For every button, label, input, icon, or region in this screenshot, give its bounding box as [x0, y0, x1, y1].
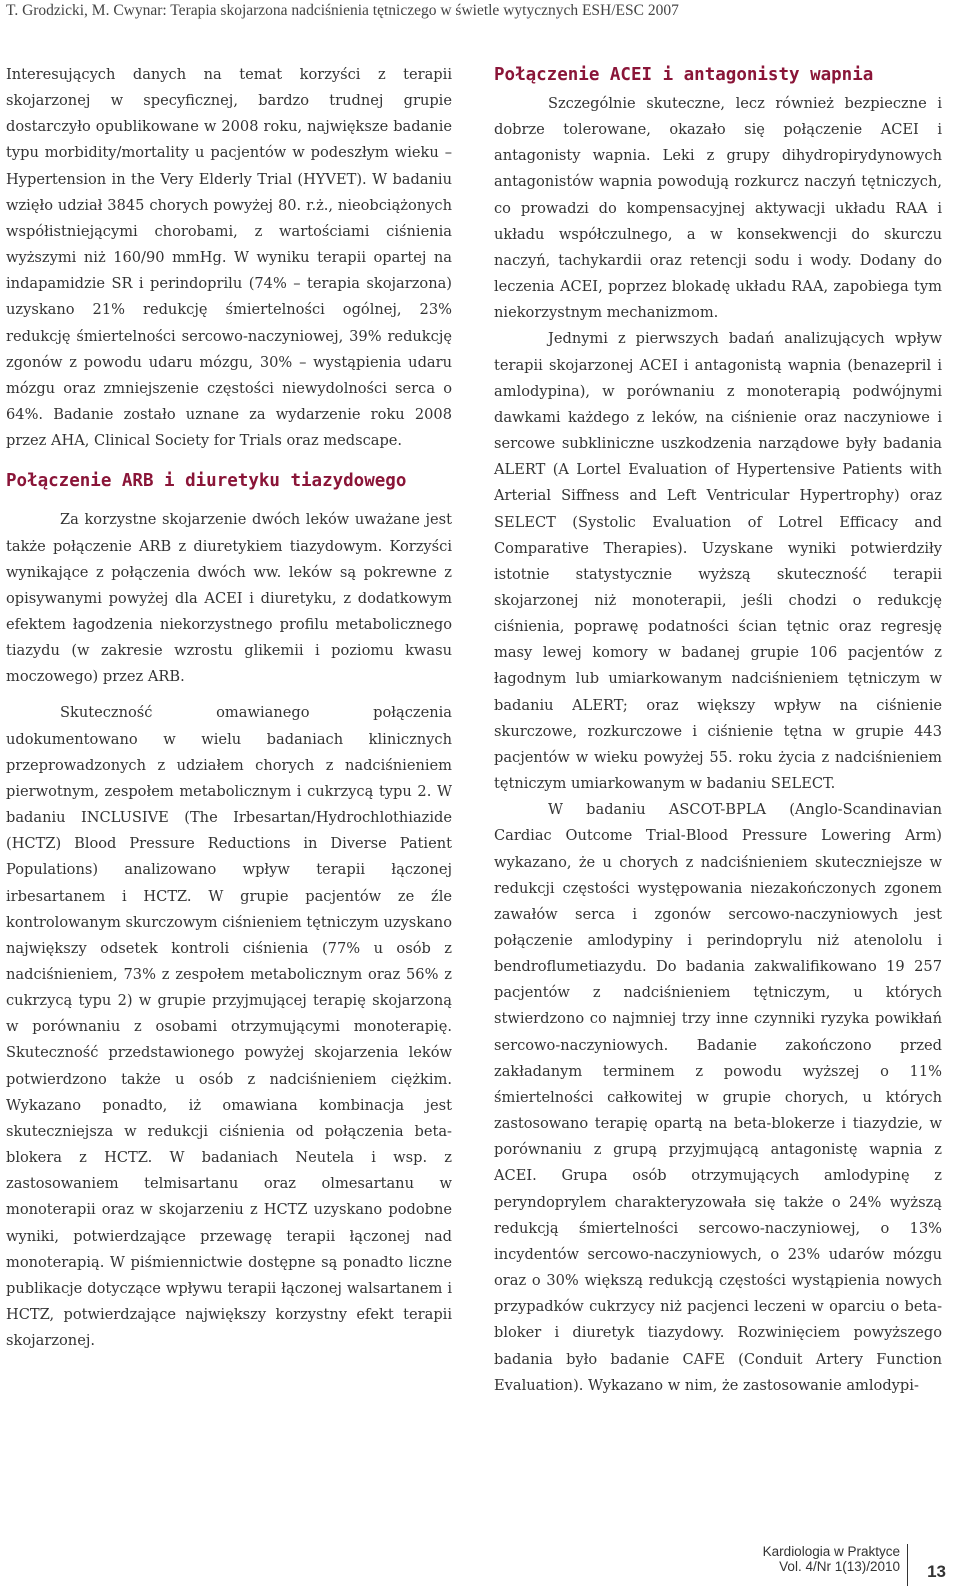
paragraph-alert-select: Jednymi z pierwszych badań analizujących wpływ terapii skojarzonej ACEI i antagonistą wapnia (benazepril i amlodypina), w porównaniu z monoterapią podwójnymi dawkami każdego z leków, na ciśnienie oraz naczyniowe i sercowe subkliniczne uszkodzenia narządowe były badania ALERT (A Lortel Evaluation of Hypertensive Patients with Arterial Siffness and Left Ventricular Hypertrophy) oraz SELECT (Systolic Evaluation of Lotrel Efficacy and Comparative Therapies). Uzyskane wyniki potwierdziły istotnie statystycznie wyższą skuteczność terapii skojarzonej niż monoterapii, jeśli chodzi o redukcję ciśnienia, poprawę podatności ścian tętnic oraz regresję masy lewej komory w badanej grupie 106 pacjentów z łagodnym lub umiarkowanym nadciśnieniem tętniczym w badaniu ALERT; oraz większy wpływ na ciśnienie skurczowe, rozkurczowe i ciśnienie tętna w grupie 443 pacjentów w wieku powyżej 55. roku życia z nadciśnieniem tętniczym umiarkowanym w badaniu SELECT.	[494, 330, 942, 793]
section-heading-acei-calcium: Połączenie ACEI i antagonisty wapnia	[494, 65, 874, 85]
running-head: T. Grodzicki, M. Cwynar: Terapia skojarzona nadciśnienia tętniczego w świetle wytycznych ESH/ESC 2007	[6, 2, 679, 19]
right-column	[494, 62, 942, 1399]
section-heading-arb-diuretic: Połączenie ARB i diuretyku tiazydowego	[6, 471, 407, 492]
journal-name: Kardiologia w Praktyce	[762, 1544, 900, 1559]
paragraph-hyvet: Interesujących danych na temat korzyści z terapii skojarzonej w specyficznej, bardzo trudnej grupie dostarczyło opublikowane w 2008 roku, największe badanie typu morbidity/mortality u pacjentów w podeszłym wieku – Hypertension in the Very Elderly Trial (HYVET). W badaniu wzięło udział 3845 chorych powyżej 80. r.ż., nieobciążonych współistniejącymi chorobami, z wartościami ciśnienia wyższymi niż 160/90 mmHg. W wyniku terapii opartej na indapamidzie SR i perindoprilu (74% – terapia skojarzona) uzyskano 21% redukcję śmiertelności ogólnej, 23% redukcję śmiertelności sercowo-naczyniowej, 39% redukcję zgonów z powodu udaru mózgu, 30% – wystąpienia udaru mózgu oraz zmniejszenie częstości niewydolności serca o 64%. Badanie zostało uznane za wydarzenie roku 2008 przez AHA, Clinical Society for Trials oraz medscape.	[6, 66, 452, 450]
journal-volume: Vol. 4/Nr 1(13)/2010	[779, 1559, 900, 1574]
page-number: 13	[927, 1562, 946, 1581]
paragraph-arb-studies: Skuteczność omawianego połączenia udokumentowano w wielu badaniach klinicznych przeprowadzonych z udziałem chorych z nadciśnieniem pierwotnym, zespołem metabolicznym i cukrzycą typu 2. W badaniu INCLUSIVE (The Irbesartan/Hydrochlothiazide (HCTZ) Blood Pressure Reductions in Diverse Patient Populations) analizowano wpływ terapii łączonej irbesartanem i HCTZ. W grupie pacjentów ze źle kontrolowanym skurczowym ciśnieniem tętniczym uzyskano największy odsetek kontroli ciśnienia (77% u osób z nadciśnieniem, 73% z zespołem metabolicznym oraz 56% z cukrzycą typu 2) w grupie przyjmującej terapię skojarzoną w porównaniu z osobami otrzymującymi monoterapię. Skuteczność przedstawionego powyżej skojarzenia leków potwierdzono także u osób z nadciśnieniem ciężkim. Wykazano ponadto, iż omawiana kombinacja jest skuteczniejsza w redukcji ciśnienia od połączenia beta-blokera z HCTZ. W badaniach Neutela i wsp. z zastosowaniem telmisartanu oraz olmesartanu w monoterapii oraz w skojarzeniu z HCTZ uzyskano podobne wyniki, potwierdzające przewagę terapii łączonej nad monoterapią. W piśmiennictwie dostępne są ponadto liczne publikacje dotyczące wpływu terapii łączonej walsartanem i HCTZ, potwierdzające największy korzystny efekt terapii skojarzonej.	[6, 704, 452, 1350]
journal-info	[763, 1544, 900, 1574]
footer-divider	[907, 1544, 908, 1586]
paragraph-acei-calcium: Szczególnie skuteczne, lecz również bezpieczne i dobrze tolerowane, okazało się połączenie ACEI i antagonisty wapnia. Leki z grupy dihydropirydynowych antagonistów wapnia powodują rozkurcz naczyń tętniczych, co prowadzi do kompensacyjnej aktywacji układu RAA i układu współczulnego, a w konsekwencji do skurczu naczyń, tachykardii oraz retencji sodu i wody. Dodany do leczenia ACEI, poprzez blokadę układu RAA, zapobiega tym niekorzystnym mechanizmom.	[494, 95, 942, 322]
paragraph-arb-combination: Za korzystne skojarzenie dwóch leków uważane jest także połączenie ARB z diuretykiem tiazydowym. Korzyści wynikające z połączenia dwóch ww. leków są pokrewne z opisywanymi powyżej dla ACEI i diuretyku, z dodatkowym efektem łagodzenia niekorzystnego profilu metabolicznego tiazydu (w zakresie wzrostu glikemii i poziomu kwasu moczowego) przez ARB.	[6, 511, 452, 686]
paragraph-ascot: W badaniu ASCOT-BPLA (Anglo-Scandinavian Cardiac Outcome Trial-Blood Pressure Lowering Arm) wykazano, że u chorych z nadciśnieniem skuteczniejsze w redukcji częstości występowania niezakończonych zgonem zawałów serca i zgonów sercowo-naczyniowych jest połączenie amlodypiny i perindoprylu niż atenololu i bendroflumetiazydu. Do badania zakwalifikowano 19 257 pacjentów z nadciśnieniem tętniczym, u których stwierdzono co najmniej trzy inne czynniki ryzyka powikłań sercowo-naczyniowych. Badanie zakończono przed zakładanym terminem z powodu wyższej o 11% śmiertelności całkowitej w grupie chorych, u których zastosowano terapię opartą na beta-blokerze i tiazydzie, w porównaniu z grupą przyjmującą antagonistę wapnia z ACEI. Grupa osób otrzymujących amlodypinę z peryndoprylem charakteryzowała się także o 24% wyższą redukcją śmiertelności sercowo-naczyniowej, o 13% incydentów sercowo-naczyniowych, o 23% udarów mózgu oraz o 30% większą redukcją częstości wystąpienia nowych przypadków cukrzycy niż pacjenci leczeni w oparciu o beta-bloker i diuretyk tiazydowy. Rozwinięciem powyższego badania było badanie CAFE (Conduit Artery Function Evaluation). Wykazano w nim, że zastosowanie amlodypi-	[494, 801, 942, 1394]
left-column	[6, 62, 452, 1354]
